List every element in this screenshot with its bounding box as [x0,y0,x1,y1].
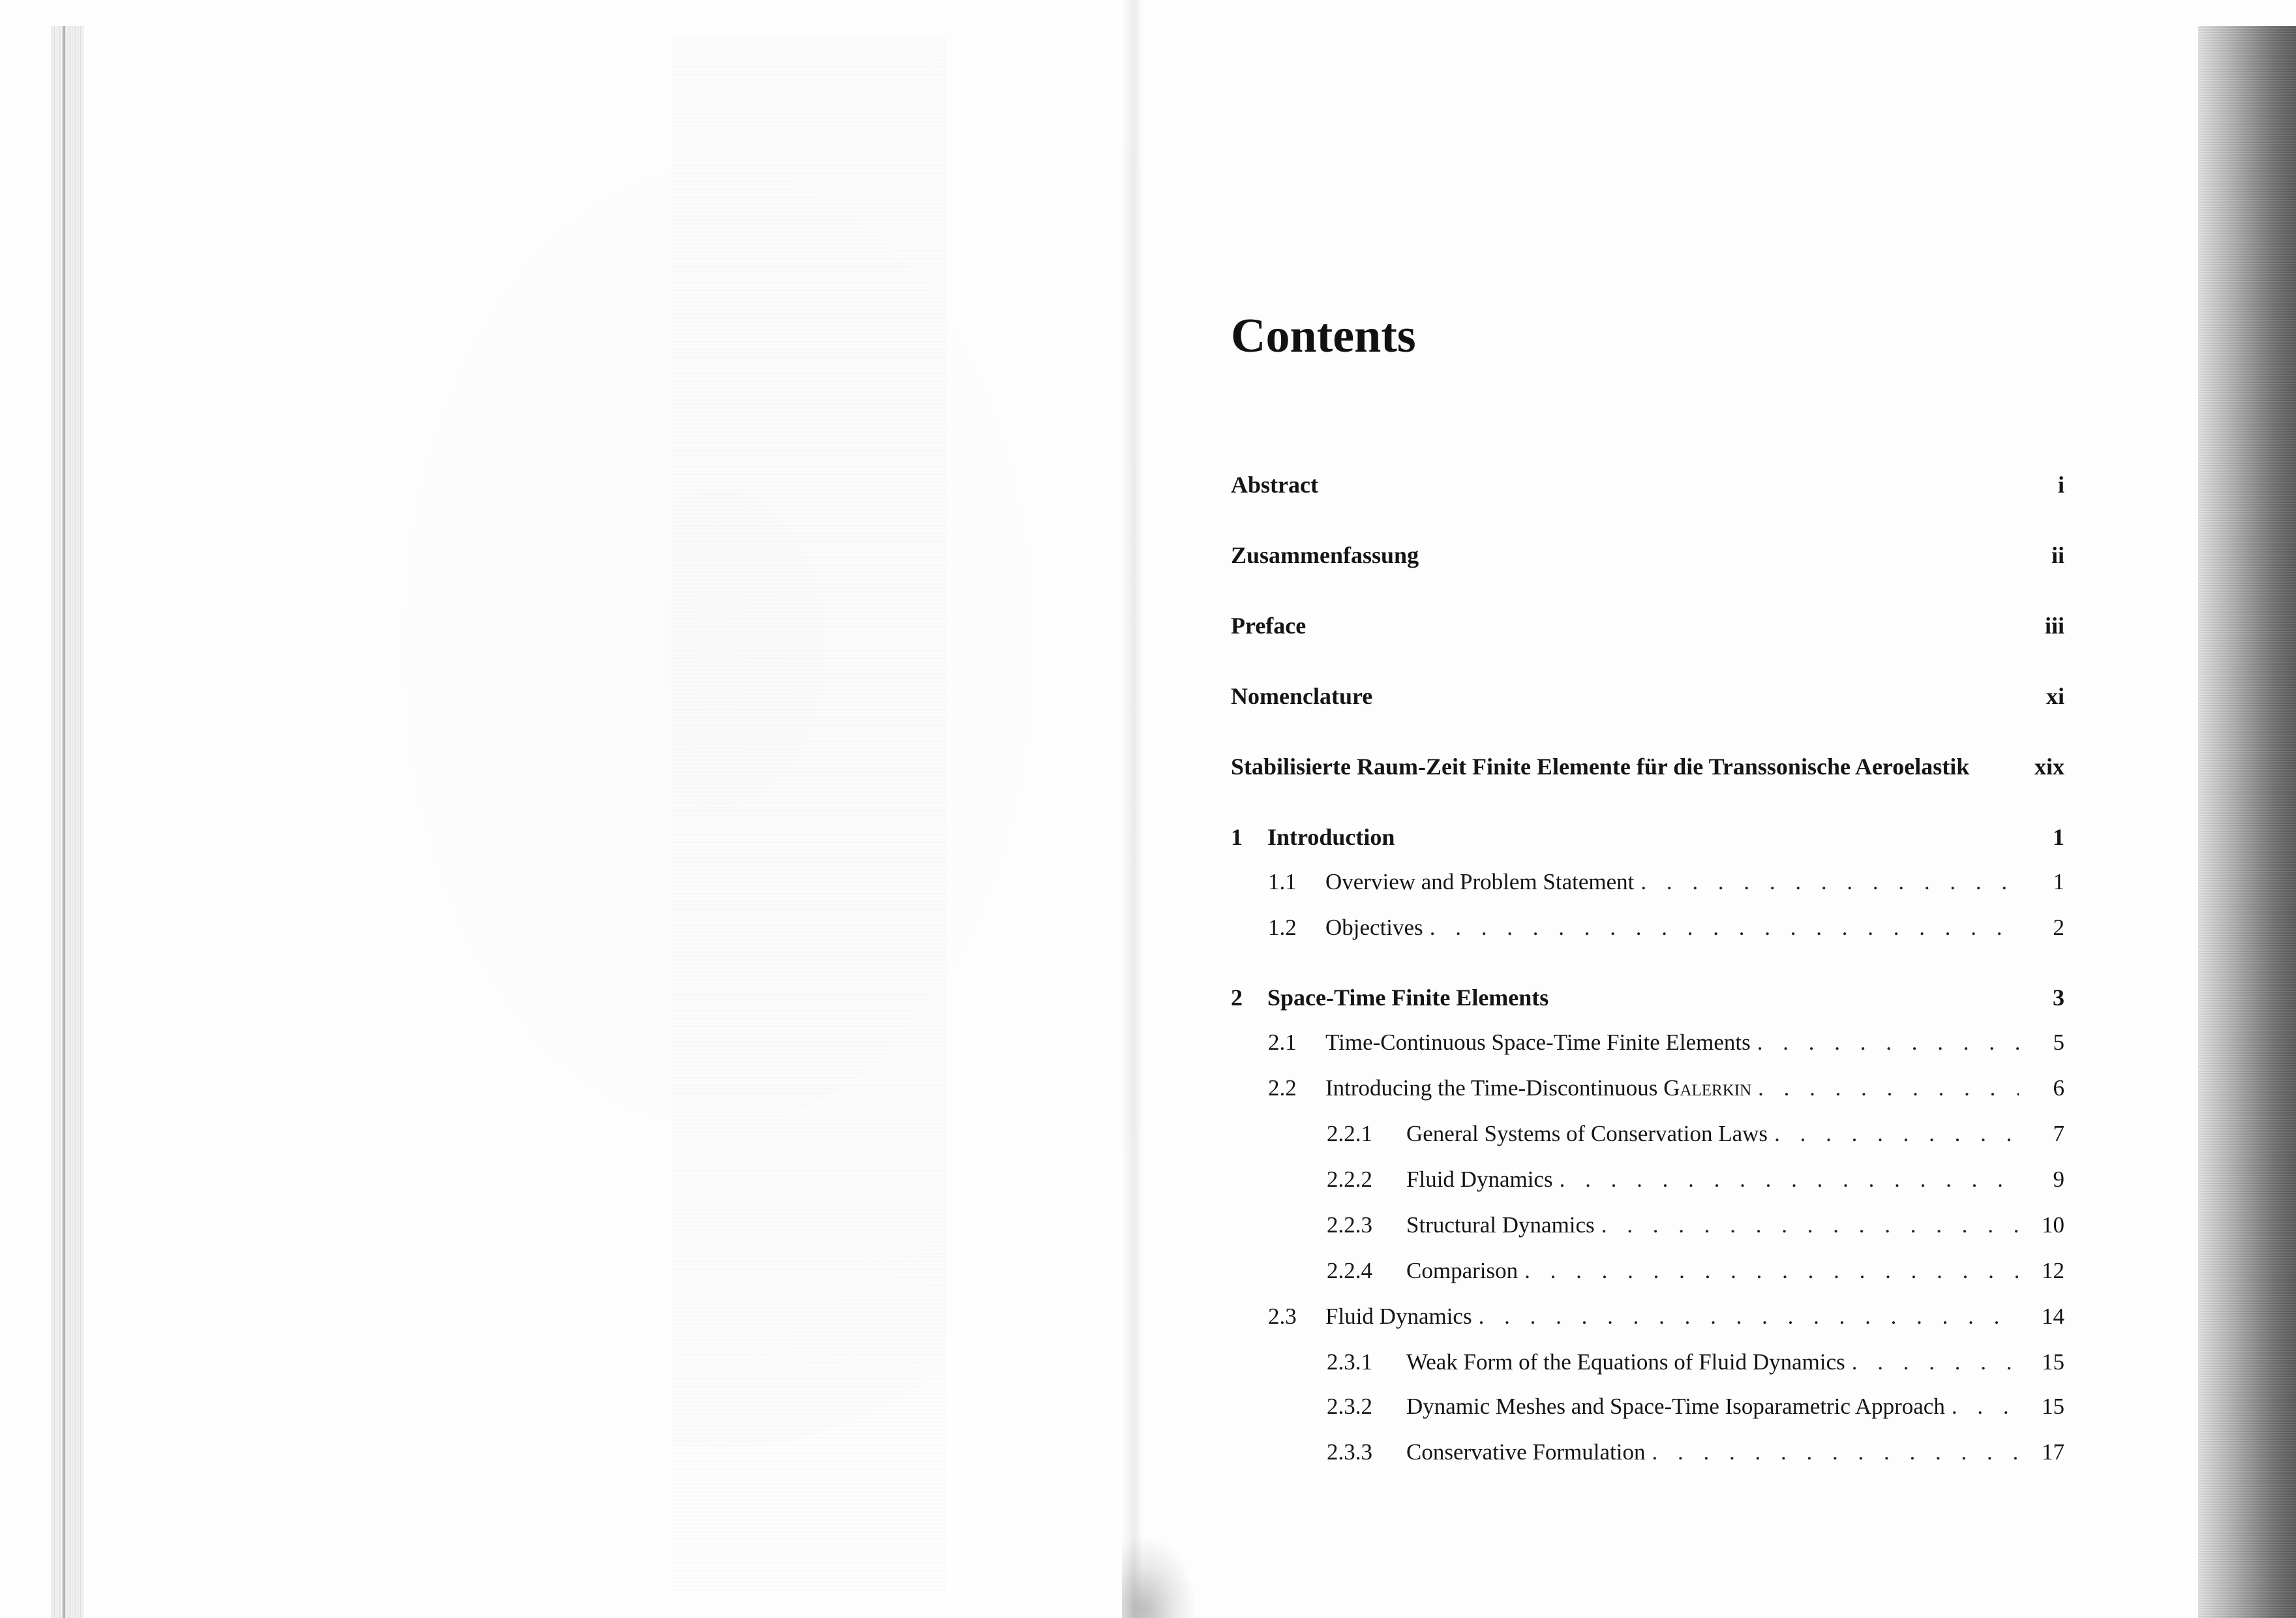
toc-subsection-page: 7 [2053,1121,2064,1146]
contents-page [1143,0,2198,1618]
dot-leader [1652,1439,2019,1465]
toc-chapter-number: 2 [1231,985,1243,1011]
toc-section-title: Fluid Dynamics [1325,1304,1472,1329]
toc-subsection-page: 17 [2042,1439,2064,1465]
toc-entry-title: Zusammenfassung [1231,542,1419,568]
toc-section-title: Time-Continuous Space-Time Finite Elements [1325,1030,1751,1055]
toc-chapter-page: 3 [2053,985,2064,1011]
toc-entry-preface [1231,612,2064,645]
toc-subsection-number: 2.2.2 [1327,1167,1372,1192]
toc-subsection-page: 10 [2042,1212,2064,1238]
toc-section-number: 1.1 [1268,869,1297,894]
toc-chapter-page: 1 [2053,824,2064,850]
toc-chapter-2 [1231,984,2064,1016]
toc-section-page: 2 [2053,915,2064,940]
toc-subsection-page: 15 [2042,1349,2064,1375]
page-title: Contents [1231,309,1416,363]
toc-section-2-2 [1231,1075,2064,1108]
toc-chapter-title: Introduction [1267,824,1395,850]
toc-entry-title: Preface [1231,613,1307,639]
toc-section-title-smallcaps: Galerkin [1663,1075,1752,1101]
toc-subsection-2-3-1 [1231,1349,2064,1382]
toc-subsection-2-2-4 [1231,1258,2064,1290]
toc-section-title [1325,1075,1751,1101]
left-scan-edge-line [63,26,65,1618]
toc-section-number: 2.1 [1268,1030,1297,1055]
table-of-contents [1231,0,2064,1618]
book-gutter [1121,0,1143,1618]
toc-subsection-2-3-3 [1231,1439,2064,1472]
dot-leader [1758,1075,2019,1101]
toc-entry-german-summary [1231,753,2064,786]
toc-entry-page: iii [2044,613,2064,639]
left-page-bleed-through [672,39,946,1592]
toc-section-number: 2.3 [1268,1304,1297,1329]
toc-section-title: Overview and Problem Statement [1325,869,1635,894]
toc-subsection-number: 2.2.3 [1327,1212,1372,1238]
dot-leader [1774,1121,2019,1147]
toc-subsection-number: 2.2.4 [1327,1258,1372,1283]
toc-section-2-3 [1231,1304,2064,1336]
dot-leader [1524,1258,2019,1284]
dot-leader [1757,1030,2019,1056]
dot-leader [1430,915,2019,941]
right-scan-edge-texture [2198,26,2296,1618]
toc-section-page: 6 [2053,1075,2064,1101]
toc-section-title: Objectives [1325,915,1423,940]
toc-subsection-number: 2.2.1 [1327,1121,1372,1146]
toc-chapter-title: Space-Time Finite Elements [1267,985,1549,1011]
toc-subsection-page: 15 [2042,1394,2064,1419]
toc-section-page: 5 [2053,1030,2064,1055]
toc-subsection-page: 12 [2042,1258,2064,1283]
toc-entry-zusammenfassung [1231,542,2064,574]
toc-section-1-2 [1231,915,2064,947]
toc-section-number: 1.2 [1268,915,1297,940]
toc-section-1-1 [1231,869,2064,902]
toc-entry-page: xix [2034,754,2064,780]
toc-entry-title: Nomenclature [1231,683,1373,709]
left-blank-page [85,0,1141,1618]
toc-chapter-1 [1231,823,2064,856]
toc-subsection-title: Weak Form of the Equations of Fluid Dynamics [1406,1349,1845,1375]
toc-subsection-title: Comparison [1406,1258,1518,1283]
toc-subsection-number: 2.3.2 [1327,1394,1372,1419]
toc-entry-page: xi [2046,683,2064,709]
toc-subsection-page: 9 [2053,1167,2064,1192]
dot-leader [1852,1349,2019,1375]
toc-subsection-2-2-3 [1231,1212,2064,1245]
toc-entry-page: ii [2051,542,2064,568]
toc-chapter-number: 1 [1231,824,1243,850]
toc-entry-page: i [2057,472,2064,498]
dot-leader [1560,1167,2019,1193]
dot-leader [1479,1304,2019,1330]
toc-subsection-title: Dynamic Meshes and Space-Time Isoparametric Approach [1406,1394,1945,1419]
toc-section-title-text: Introducing the Time-Discontinuous [1325,1075,1664,1101]
toc-subsection-2-2-1 [1231,1121,2064,1153]
toc-subsection-number: 2.3.3 [1327,1439,1372,1465]
toc-entry-nomenclature [1231,682,2064,715]
toc-subsection-title: Conservative Formulation [1406,1439,1646,1465]
toc-subsection-number: 2.3.1 [1327,1349,1372,1375]
toc-section-number: 2.2 [1268,1075,1297,1101]
toc-section-page: 1 [2053,869,2064,894]
toc-entry-abstract [1231,471,2064,504]
toc-subsection-title: General Systems of Conservation Laws [1406,1121,1768,1146]
toc-entry-title: Stabilisierte Raum-Zeit Finite Elemente für die Transsonische Aeroelastik [1231,754,1970,780]
toc-entry-title: Abstract [1231,472,1318,498]
toc-subsection-2-3-2 [1231,1394,2064,1426]
toc-subsection-title: Fluid Dynamics [1406,1167,1553,1192]
dot-leader [1952,1394,2019,1420]
toc-subsection-title: Structural Dynamics [1406,1212,1595,1238]
toc-section-page: 14 [2042,1304,2064,1329]
dot-leader [1640,869,2019,895]
left-scan-edge [51,26,83,1618]
dot-leader [1601,1212,2019,1238]
toc-section-2-1 [1231,1030,2064,1062]
toc-subsection-2-2-2 [1231,1167,2064,1199]
